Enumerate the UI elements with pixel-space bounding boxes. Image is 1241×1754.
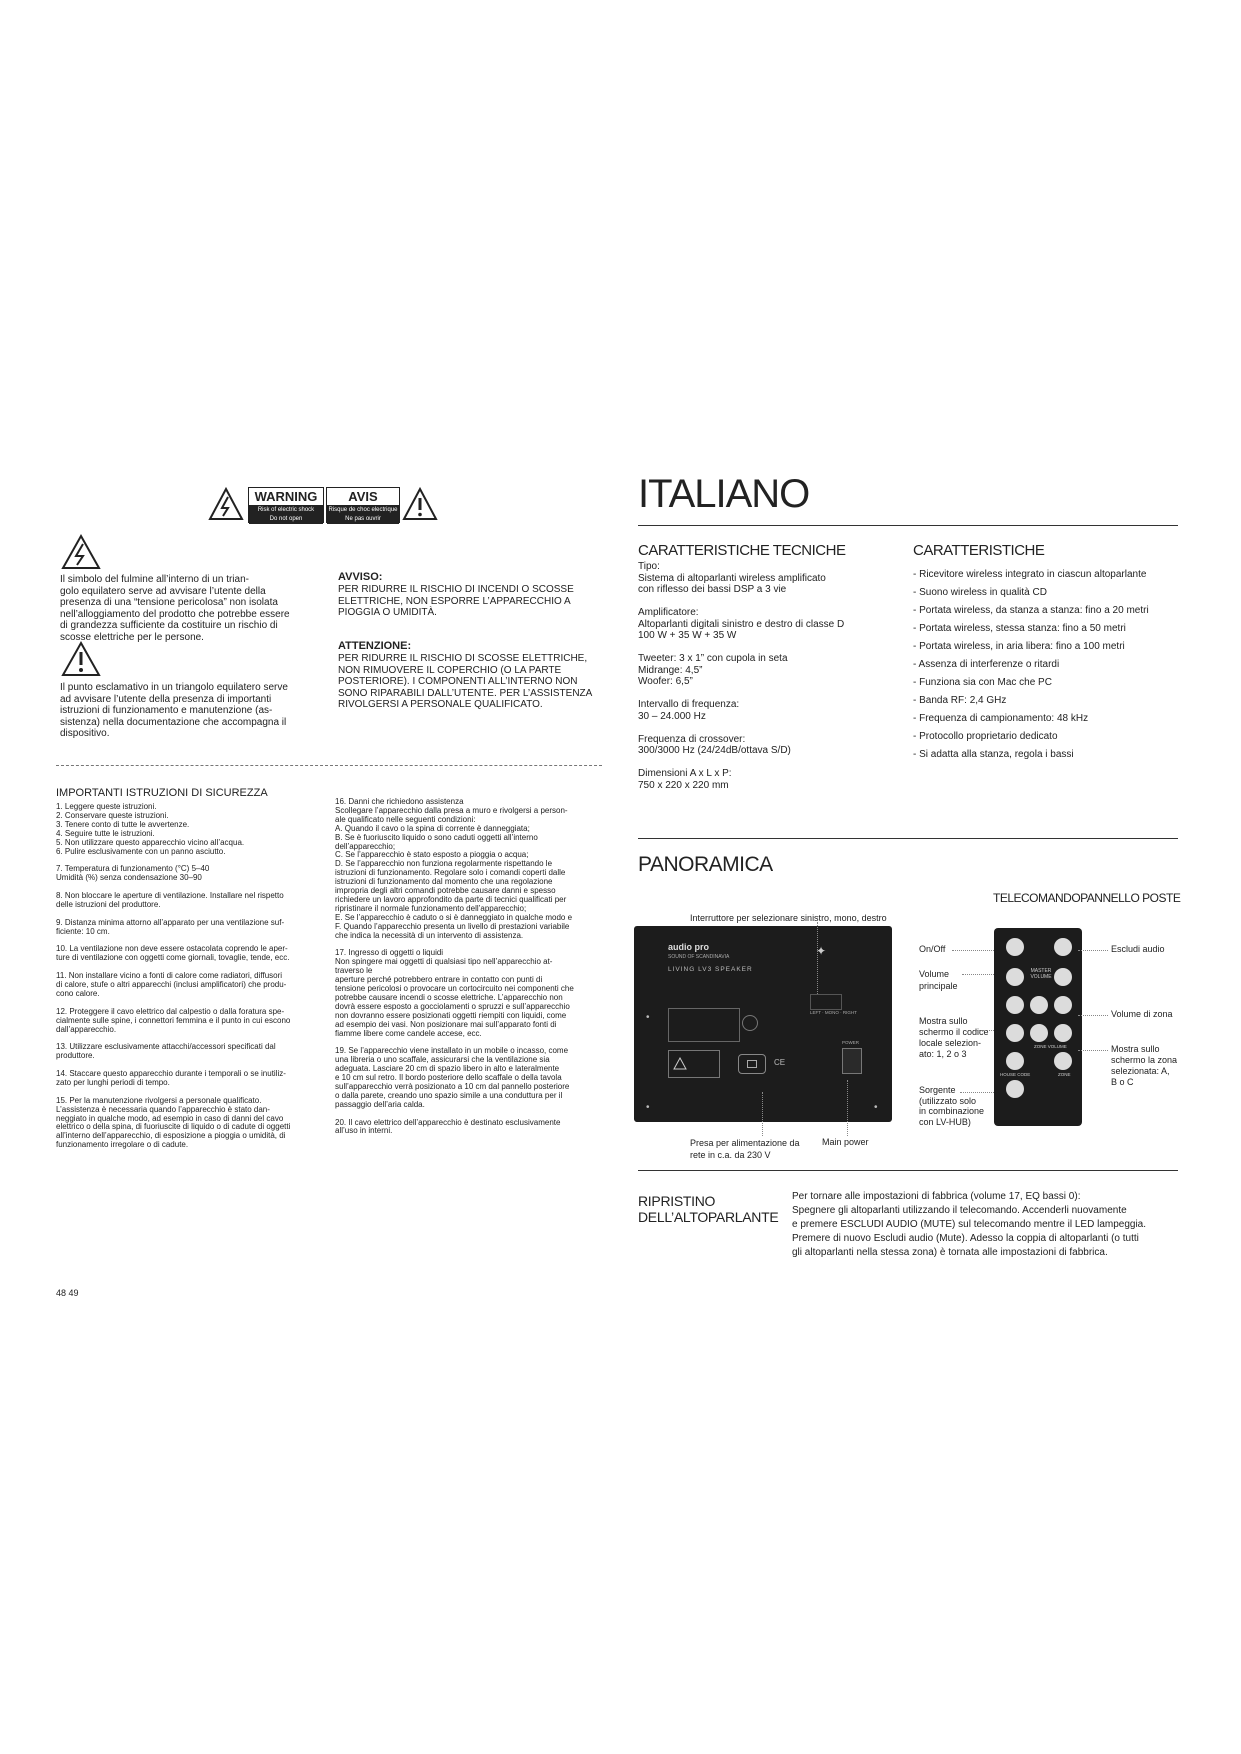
safety-title: IMPORTANTI ISTRUZIONI DI SICUREZZA [56, 787, 268, 799]
text-line: (utilizzato solo [919, 1095, 977, 1106]
zone-1-button[interactable] [1006, 996, 1024, 1014]
text-line: Il simbolo del fulmine all’interno di un trian- [60, 574, 249, 585]
safety-line: impropria degli altri comandi potrebbe causare danni e spesso [335, 886, 556, 896]
feature-item: - Si adatta alla stanza, regola i bassi [913, 749, 1074, 760]
spec-line: 100 W + 35 W + 35 W [638, 630, 737, 641]
screw-icon: • [646, 1102, 650, 1113]
zone-code-label [919, 1016, 989, 1060]
warning-label [208, 487, 436, 523]
avis-box [326, 487, 400, 523]
safety-line: fiamme libere come candele accese, ecc. [335, 1028, 482, 1038]
ac-inlet[interactable] [738, 1054, 766, 1074]
panoramica-subheading: TELECOMANDOPANNELLO POSTE [993, 891, 1181, 905]
house-code-label: HOUSE CODE [1000, 1072, 1031, 1077]
lightning-triangle-icon [208, 487, 244, 521]
text-line: golo equilatero serve ad avvisare l’utente della [60, 585, 266, 597]
page-numbers: 48 49 [56, 1288, 79, 1298]
text-line: B o C [1111, 1077, 1134, 1087]
safety-line: 6. Pulire esclusivamente con un panno asciutto. [56, 846, 226, 856]
volume-down-button[interactable] [1006, 968, 1024, 986]
spec-line: Altoparlanti digitali sinistro e destro di classe D [638, 618, 845, 630]
avis-title: AVIS [327, 488, 399, 506]
safety-line: istruzioni di funzionamento. Regolare solo i comandi coperti dalle [335, 868, 566, 878]
text-line: locale selezion- [919, 1038, 982, 1048]
text-line: in combinazione [919, 1106, 985, 1116]
text-line: dispositivo. [60, 728, 110, 739]
spec-line: Amplificatore: [638, 607, 699, 618]
text-line: schermo il codice [919, 1027, 989, 1037]
spacer [638, 688, 908, 700]
spacer [638, 757, 908, 769]
safety-line: passaggio dell’aria calda. [335, 1099, 425, 1109]
avviso-title: AVVISO: [338, 571, 383, 583]
callout-line [960, 1092, 998, 1093]
safety-line: 1. Leggere queste istruzioni. [56, 802, 157, 811]
feature-item: - Portata wireless, da stanza a stanza: fino a 20 metri [913, 605, 1149, 616]
reset-heading [638, 1193, 778, 1225]
callout-line [762, 1092, 763, 1136]
spec-line: 750 x 220 x 220 mm [638, 779, 729, 791]
zone-label: ZONE [1058, 1072, 1071, 1077]
safety-line: all’interno dell’apparecchio, di esposizione a pioggia o umidità, di [56, 1131, 286, 1141]
back-panel [634, 926, 892, 1122]
safety-line: 3. Tenere conto di tutte le avvertenze. [56, 819, 190, 829]
spec-line: con riflesso dei bassi DSP a 3 vie [638, 584, 787, 595]
main-power-switch[interactable] [842, 1048, 862, 1074]
safety-line: produttore. [56, 1051, 95, 1061]
safety-line: istruzioni di funzionamento dal momento che una regolazione [335, 877, 553, 887]
safety-line: traverso le [335, 966, 373, 976]
spec-line: Tweeter: 3 x 1” con cupola in seta [638, 653, 788, 664]
feature-item: - Frequenza di campionamento: 48 kHz [913, 713, 1089, 724]
safety-line: cialmente sulle spine, i connettori femmina e il punto in cui escono [56, 1015, 291, 1025]
avviso-block [338, 571, 608, 619]
attenzione-title: ATTENZIONE: [338, 640, 412, 652]
text-line: Mostra sullo [919, 1016, 968, 1026]
audio-source-button[interactable] [1006, 1080, 1024, 1098]
safety-line: B. Se è fuoriuscito liquido o sono caduti oggetti all’interno [335, 832, 538, 842]
spec-line: Intervallo di frequenza: [638, 699, 740, 710]
safety-line: 7. Temperatura di funzionamento (°C) 5–40 [56, 864, 210, 874]
safety-line: L’assistenza è necessaria quando l’apparecchio è stato dan- [56, 1104, 270, 1114]
page-title: ITALIANO [638, 472, 810, 516]
safety-line: Non spingere mai oggetti di qualsiasi tipo nell’apparecchio at- [335, 957, 553, 967]
warning-box [248, 487, 324, 523]
text-line: scosse elettriche per le persone. [60, 631, 204, 643]
master-volume-label [1030, 968, 1052, 980]
exclamation-triangle-icon [402, 487, 438, 521]
exclamation-triangle-icon [60, 640, 102, 678]
safety-line: cono calore. [56, 988, 100, 998]
text-line: RIPRISTINO [638, 1193, 716, 1209]
onoff-label: On/Off [919, 944, 946, 954]
safety-line: dell’apparecchio; [335, 841, 396, 851]
safety-line: elettrico o della spina, di fuoriuscite di liquido o di cadute di oggetti [56, 1122, 291, 1132]
ac-inlet-socket [747, 1060, 757, 1068]
text-line: selezionata: A, [1111, 1066, 1170, 1076]
warning-title: WARNING [249, 488, 323, 506]
spec-line: Midrange: 4,5” [638, 664, 703, 676]
safety-line: 11. Non installare vicino a fonti di calore come radiatori, diffusori [56, 971, 283, 981]
avis-sub: Risque de choc electrique [328, 507, 398, 513]
exclaim-text [60, 682, 320, 740]
spec-line: Dimensioni A x L x P: [638, 768, 732, 779]
callout-line [952, 950, 998, 951]
zone-3-button[interactable] [1054, 996, 1072, 1014]
text-line: ato: 1, 2 o 3 [919, 1049, 967, 1059]
lightning-text [60, 574, 320, 643]
switch-callout-label: Interruttore per selezionare sinistro, mono, destro [690, 913, 887, 923]
safety-line: dall’apparecchio. [56, 1024, 117, 1034]
switch-label: LEFT · MONO · RIGHT [810, 1010, 857, 1015]
safety-line: dovrà essere esposto a gocciolamenti o spruzzi e sull’apparecchio [335, 1001, 570, 1011]
panel-model: LIVING LV3 SPEAKER [668, 966, 753, 973]
caution-label [668, 1050, 720, 1078]
safety-line: 19. Se l’apparecchio viene installato in un mobile o incasso, come [335, 1046, 569, 1056]
attenzione-block [338, 640, 608, 711]
safety-line: aperture perché potrebbero entrare in contatto con punti di [335, 975, 543, 985]
text-line: Mostra sullo [1111, 1044, 1160, 1054]
safety-line: 10. La ventilazione non deve essere ostacolata coprendo le aper- [56, 944, 288, 954]
main-power-label: Main power [822, 1137, 869, 1147]
safety-line: zato per lunghi periodi di tempo. [56, 1077, 170, 1087]
zone-volume-callout: Volume di zona [1111, 1009, 1173, 1019]
spec-line: Tipo: [638, 561, 660, 572]
zone-2-button[interactable] [1030, 996, 1048, 1014]
zone-volume-up-button[interactable] [1054, 1024, 1072, 1042]
safety-line: 12. Proteggere il cavo elettrico dal calpestio o dalla foratura spe- [56, 1006, 285, 1016]
zone-show-label [1111, 1044, 1177, 1088]
safety-line: 13. Utilizzare esclusivamente attacchi/accessori specificati dal [56, 1042, 276, 1052]
safety-line: ripristinare il normale funzionamento dell’apparecchio; [335, 903, 527, 913]
safety-line: 20. Il cavo elettrico dell’apparecchio è destinato esclusivamente [335, 1117, 561, 1127]
safety-line: 9. Distanza minima attorno all’apparato per una ventilazione suf- [56, 917, 285, 927]
safety-line: tensione pericolosi o provocare un cortocircuito nei componenti che [335, 984, 574, 994]
text-line: gli altoparlanti nella stessa zona) è tornata alle impostazioni di fabbrica. [792, 1247, 1108, 1258]
text-line: Presa per alimentazione da [690, 1138, 800, 1148]
feature-item: - Protocollo proprietario dedicato [913, 731, 1058, 742]
text-line: nell’alloggiamento del prodotto che potrebbe essere [60, 608, 290, 620]
safety-line: e 10 cm sul retro. Il bordo posteriore dello scaffale o della tavola [335, 1073, 562, 1083]
text-line: sistenza) nella documentazione che accompagna il [60, 716, 287, 728]
text-line: istruzioni di funzionamento e manutenzione (as- [60, 705, 273, 716]
text-line: RIVOLGERSI A PERSONALE QUALIFICATO. [338, 699, 543, 710]
warning-sub: Risk of electric shock [249, 506, 323, 515]
safety-line: potrebbe causare incendi o scosse elettriche. L’apparecchio non [335, 992, 563, 1002]
avis-sub: Ne pas ouvrir [327, 515, 399, 524]
text-line: e premere ESCLUDI AUDIO (MUTE) sul telecomando mentre il LED lampeggia. [792, 1219, 1147, 1230]
text-line: SONO RIPARABILI DALL’UTENTE. PER L’ASSISTENZA [338, 687, 593, 699]
safety-col1 [56, 803, 326, 1150]
feature-item: - Suono wireless in qualità CD [913, 587, 1047, 598]
text-line: PIOGGIA O UMIDITÀ. [338, 607, 437, 618]
panel-brand-sub: SOUND OF SCANDINAVIA [668, 954, 730, 960]
text-line: presenza di una “tensione pericolosa” non isolata [60, 597, 278, 608]
text-line: ELETTRICHE, NON ESPORRE L’APPARECCHIO A [338, 595, 571, 607]
text-line: PER RIDURRE IL RISCHIO DI SCOSSE ELETTRICHE, [338, 653, 588, 664]
safety-line: 15. Per la manutenzione rivolgersi a personale qualificato. [56, 1095, 262, 1105]
power-inlet-label [690, 1137, 800, 1161]
feature-item: - Banda RF: 2,4 GHz [913, 695, 1007, 706]
star-icon: ✦ [816, 944, 827, 958]
house-code-button[interactable] [1006, 1052, 1024, 1070]
text-line: NON RIMUOVERE IL COPERCHIO (O LA PARTE [338, 664, 562, 676]
features-heading: CARATTERISTICHE [913, 542, 1045, 559]
safety-line: o dalla parete, creando uno spazio simile a una conduttura per il [335, 1090, 563, 1100]
info-button[interactable] [1054, 1052, 1072, 1070]
mute-button[interactable] [1054, 938, 1072, 956]
safety-line: ale qualificato nelle seguenti condizioni: [335, 814, 476, 824]
reset-text [792, 1190, 1182, 1260]
safety-line: di calore, stufe o altri apparecchi (inclusi amplificatori) che produ- [56, 980, 287, 990]
text-line: POSTERIORE). I COMPONENTI ALL’INTERNO NON [338, 676, 578, 687]
safety-line: 14. Staccare questo apparecchio durante i temporali o se inutiliz- [56, 1069, 286, 1079]
safety-line: richiedere un lavoro approfondito da parte di tecnici qualificati per [335, 894, 567, 904]
text-line: con LV-HUB) [919, 1116, 971, 1127]
safety-line: che indica la necessità di un intervento di assistenza. [335, 930, 524, 940]
safety-line: 17. Ingresso di oggetti o liquidi [335, 948, 444, 958]
caution-triangle-icon [673, 1057, 687, 1070]
spec-line: 30 – 24.000 Hz [638, 710, 706, 722]
spacer [638, 596, 908, 608]
text-line: DELL’ALTOPARLANTE [638, 1209, 779, 1225]
power-label: POWER [842, 1040, 860, 1045]
text-line: MASTER [1030, 968, 1052, 974]
callout-line [1078, 1015, 1108, 1016]
spec-line: Frequenza di crossover: [638, 733, 746, 745]
safety-line: E. Se l’apparecchio è caduto o si è danneggiato in qualche modo e [335, 912, 573, 922]
safety-line: una libreria o uno scaffale, assicurarsi che la ventilazione sia [335, 1055, 550, 1065]
mute-label: Escludi audio [1111, 944, 1165, 954]
lr-mono-switch[interactable] [810, 994, 842, 1010]
lightning-triangle-icon [60, 533, 102, 571]
divider [638, 838, 1178, 839]
text-line: di grandezza sufficiente da costituire un rischio di [60, 620, 278, 631]
volume-label [919, 968, 958, 992]
safety-line: neggiato in qualche modo, ad esempio in caso di danni del cavo [56, 1113, 284, 1123]
panel-brand: audio pro [668, 942, 709, 952]
safety-line: ficiente: 10 cm. [56, 926, 110, 936]
feature-item: - Portata wireless, stessa stanza: fino a 50 metri [913, 623, 1126, 634]
safety-line: D. Se l’apparecchio non funziona regolarmente rispettando le [335, 859, 553, 869]
safety-line: ture di ventilazione con oggetti come giornali, tovaglie, tende, ecc. [56, 953, 290, 963]
safety-line: 4. Seguire tutte le istruzioni. [56, 828, 155, 838]
safety-line: A. Quando il cavo o la spina di corrente è danneggiata; [335, 823, 530, 833]
safety-col2 [335, 798, 605, 1136]
text-line: principale [919, 981, 958, 991]
text-line: VOLUME [1030, 974, 1052, 980]
callout-line [817, 922, 818, 994]
safety-line: F. Quando l’apparecchio presenta un livello di prestazioni variabile [335, 921, 570, 931]
text-line: Il punto esclamativo in un triangolo equilatero serve [60, 682, 288, 693]
text-line: schermo la zona [1111, 1055, 1178, 1065]
text-line: Premere di nuovo Escludi audio (Mute). Adesso la coppia di altoparlanti (o tutti [792, 1233, 1139, 1244]
screw-icon: • [874, 1102, 878, 1113]
text-line: rete in c.a. da 230 V [690, 1150, 771, 1160]
safety-line: non dovranno essere posizionati oggetti riempiti con liquidi, come [335, 1010, 567, 1020]
text-line: ad avvisare l’utente della presenza di importanti [60, 693, 272, 705]
callout-line [962, 974, 998, 975]
spec-line: 300/3000 Hz (24/24dB/ottava S/D) [638, 745, 791, 756]
info-label [668, 1008, 740, 1042]
spec-line: Woofer: 6,5” [638, 676, 693, 687]
safety-line: all’uso in interni. [335, 1126, 393, 1136]
safety-line: Scollegare l’apparecchio dalla presa a muro e rivolgersi a person- [335, 805, 568, 815]
safety-line: 8. Non bloccare le aperture di ventilazione. Installare nel rispetto [56, 891, 284, 901]
warning-sub: Do not open [249, 515, 323, 524]
safety-line: Umidità (%) senza condensazione 30–90 [56, 873, 202, 883]
safety-line: 5. Non utilizzare questo apparecchio vicino all’acqua. [56, 837, 245, 847]
zone-volume-down-button[interactable] [1006, 1024, 1024, 1042]
divider [638, 1170, 1178, 1171]
feature-item: - Ricevitore wireless integrato in ciascun altoparlante [913, 569, 1147, 580]
text-line: Volume [919, 969, 950, 979]
connector-icon [742, 1015, 758, 1031]
safety-line: sull’apparecchio verrà posizionato a 10 cm dal pannello posteriore [335, 1081, 570, 1091]
feature-item: - Portata wireless, in aria libera: fino a 100 metri [913, 641, 1125, 652]
ce-mark-icon: CE [774, 1058, 786, 1067]
zone-volume-mid-button[interactable] [1030, 1024, 1048, 1042]
divider [638, 525, 1178, 526]
text-line: Spegnere gli altoparlanti utilizzando il telecomando. Accenderli nuovamente [792, 1205, 1127, 1216]
callout-line [847, 1080, 848, 1136]
safety-line: adeguata. Lasciare 20 cm di spazio libero in alto e lateralmente [335, 1064, 560, 1074]
tech-heading: CARATTERISTICHE TECNICHE [638, 542, 846, 559]
safety-line: 2. Conservare queste istruzioni. [56, 810, 169, 820]
text-line: PER RIDURRE IL RISCHIO DI INCENDI O SCOSSE [338, 584, 574, 595]
feature-item: - Funziona sia con Mac che PC [913, 677, 1052, 688]
volume-up-button[interactable] [1054, 968, 1072, 986]
screw-icon: • [646, 1012, 650, 1023]
power-button[interactable] [1006, 938, 1024, 956]
safety-line: ad esempio dei vasi. Non posizionare mai sull’apparato fonti di [335, 1019, 557, 1029]
safety-line: 16. Danni che richiedono assistenza [335, 797, 464, 806]
tech-specs [638, 561, 908, 791]
feature-item: - Assenza di interferenze o ritardi [913, 659, 1060, 670]
panoramica-heading: PANORAMICA [638, 853, 773, 876]
safety-line: delle istruzioni del produttore. [56, 899, 161, 909]
spec-line: Sistema di altoparlanti wireless amplificato [638, 572, 826, 584]
safety-line: C. Se l’apparecchio è stato esposto a pioggia o acqua; [335, 850, 529, 860]
safety-line: funzionamento irregolare o di cadute. [56, 1140, 189, 1150]
divider [56, 765, 602, 766]
callout-line [1078, 1050, 1108, 1051]
remote-control [994, 928, 1082, 1126]
text-line: Per tornare alle impostazioni di fabbrica (volume 17, EQ bassi 0): [792, 1191, 1081, 1202]
zone-volume-label: ZONE VOLUME [1034, 1044, 1067, 1049]
spacer [638, 642, 908, 654]
callout-line [1078, 950, 1108, 951]
spacer [638, 722, 908, 734]
features-list [913, 566, 1149, 764]
text-line: Sorgente [919, 1085, 956, 1095]
